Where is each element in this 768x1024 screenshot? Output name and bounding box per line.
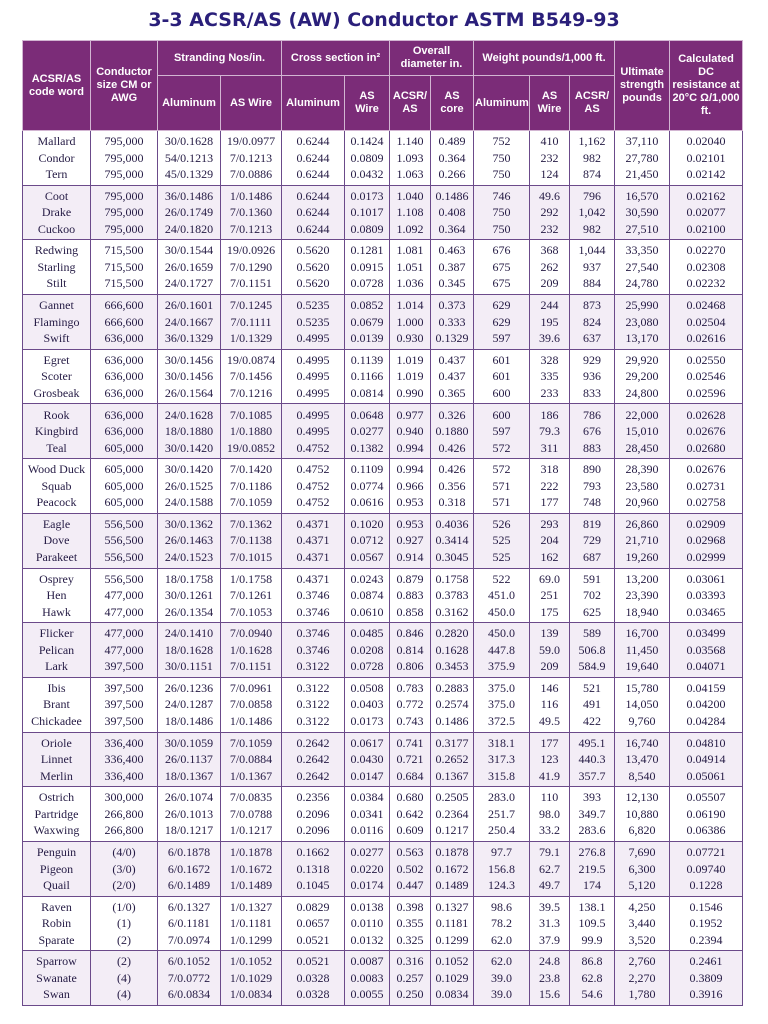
cell-section-as-wire: 0.0852 0.0679 0.0139 xyxy=(345,295,390,350)
cell-diameter-as-core: 0.1486 0.408 0.364 xyxy=(431,185,474,240)
subheader-stranding-as-wire: AS Wire xyxy=(221,76,282,131)
cell-code-word: Penguin Pigeon Quail xyxy=(23,841,91,896)
header-cross-section: Cross section in² xyxy=(282,41,390,76)
cell-diameter-as-core: 0.1878 0.1672 0.1489 xyxy=(431,841,474,896)
cell-conductor-size: 556,500 477,000 477,000 xyxy=(91,568,158,623)
cell-weight-aluminum: 600 597 572 xyxy=(474,404,530,459)
cell-diameter-acsr-as: 1.040 1.108 1.092 xyxy=(390,185,431,240)
cell-weight-as-wire: 24.8 23.8 15.6 xyxy=(530,951,570,1006)
cell-weight-as-wire: 39.5 31.3 37.9 xyxy=(530,896,570,951)
cell-stranding-aluminum: 6/0.1327 6/0.1181 7/0.0974 xyxy=(158,896,221,951)
cell-diameter-acsr-as: 0.680 0.642 0.609 xyxy=(390,787,431,842)
table-row xyxy=(23,951,743,1006)
cell-weight-aluminum: 752 750 750 xyxy=(474,131,530,186)
cell-weight-aluminum: 98.6 78.2 62.0 xyxy=(474,896,530,951)
cell-code-word: Raven Robin Sparate xyxy=(23,896,91,951)
cell-ultimate-strength: 28,390 23,580 20,960 xyxy=(615,459,670,514)
cell-section-aluminum: 0.0521 0.0328 0.0328 xyxy=(282,951,345,1006)
subheader-weight-as-wire: AS Wire xyxy=(530,76,570,131)
cell-section-aluminum: 0.5620 0.5620 0.5620 xyxy=(282,240,345,295)
cell-stranding-aluminum: 30/0.1628 54/0.1213 45/0.1329 xyxy=(158,131,221,186)
cell-weight-aluminum: 375.0 375.0 372.5 xyxy=(474,677,530,732)
header-ultimate-strength: Ultimate strength pounds xyxy=(615,41,670,131)
cell-code-word: Redwing Starling Stilt xyxy=(23,240,91,295)
cell-section-as-wire: 0.1281 0.0915 0.0728 xyxy=(345,240,390,295)
cell-weight-as-wire: 79.1 62.7 49.7 xyxy=(530,841,570,896)
table-row xyxy=(23,131,743,186)
cell-dc-resistance: 0.02550 0.02546 0.02596 xyxy=(670,349,743,404)
cell-ultimate-strength: 12,130 10,880 6,820 xyxy=(615,787,670,842)
table-row xyxy=(23,623,743,678)
cell-weight-acsr-as: 929 936 833 xyxy=(570,349,615,404)
cell-stranding-as-wire: 1/0.1052 1/0.1029 1/0.0834 xyxy=(221,951,282,1006)
table-row xyxy=(23,404,743,459)
cell-dc-resistance: 0.04810 0.04914 0.05061 xyxy=(670,732,743,787)
cell-stranding-as-wire: 1/0.1327 1/0.1181 1/0.1299 xyxy=(221,896,282,951)
cell-dc-resistance: 0.02040 0.02101 0.02142 xyxy=(670,131,743,186)
cell-diameter-as-core: 0.2883 0.2574 0.1486 xyxy=(431,677,474,732)
cell-stranding-as-wire: 19/0.0977 7/0.1213 7/0.0886 xyxy=(221,131,282,186)
cell-dc-resistance: 0.03499 0.03568 0.04071 xyxy=(670,623,743,678)
cell-stranding-aluminum: 26/0.1601 24/0.1667 36/0.1329 xyxy=(158,295,221,350)
cell-section-aluminum: 0.4371 0.3746 0.3746 xyxy=(282,568,345,623)
cell-weight-acsr-as: 796 1,042 982 xyxy=(570,185,615,240)
cell-diameter-acsr-as: 0.563 0.502 0.447 xyxy=(390,841,431,896)
cell-diameter-acsr-as: 1.014 1.000 0.930 xyxy=(390,295,431,350)
cell-dc-resistance: 0.03061 0.03393 0.03465 xyxy=(670,568,743,623)
cell-weight-acsr-as: 890 793 748 xyxy=(570,459,615,514)
header-dc-resistance: Calculated DC resistance at 20°C Ω/1,000 ft. xyxy=(670,41,743,131)
header-conductor-size: Conductor size CM or AWG xyxy=(91,41,158,131)
cell-section-as-wire: 0.0087 0.0083 0.0055 xyxy=(345,951,390,1006)
table-row xyxy=(23,841,743,896)
cell-dc-resistance: 0.02468 0.02504 0.02616 xyxy=(670,295,743,350)
cell-section-as-wire: 0.0508 0.0403 0.0173 xyxy=(345,677,390,732)
cell-conductor-size: 795,000 795,000 795,000 xyxy=(91,131,158,186)
subheader-section-as-wire: AS Wire xyxy=(345,76,390,131)
cell-section-as-wire: 0.0648 0.0277 0.1382 xyxy=(345,404,390,459)
cell-weight-as-wire: 49.6 292 232 xyxy=(530,185,570,240)
cell-dc-resistance: 0.02162 0.02077 0.02100 xyxy=(670,185,743,240)
cell-dc-resistance: 0.02676 0.02731 0.02758 xyxy=(670,459,743,514)
conductor-table xyxy=(22,40,743,1006)
cell-weight-aluminum: 629 629 597 xyxy=(474,295,530,350)
cell-weight-as-wire: 110 98.0 33.2 xyxy=(530,787,570,842)
header-weight: Weight pounds/1,000 ft. xyxy=(474,41,615,76)
cell-section-aluminum: 0.4752 0.4752 0.4752 xyxy=(282,459,345,514)
cell-stranding-as-wire: 7/0.1362 7/0.1138 7/0.1015 xyxy=(221,513,282,568)
cell-diameter-as-core: 0.3177 0.2652 0.1367 xyxy=(431,732,474,787)
table-row xyxy=(23,513,743,568)
cell-section-as-wire: 0.1424 0.0809 0.0432 xyxy=(345,131,390,186)
cell-stranding-aluminum: 26/0.1074 26/0.1013 18/0.1217 xyxy=(158,787,221,842)
page-title: 3-3 ACSR/AS (AW) Conductor ASTM B549-93 xyxy=(148,9,620,31)
cell-ultimate-strength: 16,570 30,590 27,510 xyxy=(615,185,670,240)
cell-stranding-as-wire: 1/0.1878 1/0.1672 1/0.1489 xyxy=(221,841,282,896)
cell-weight-aluminum: 522 451.0 450.0 xyxy=(474,568,530,623)
cell-weight-acsr-as: 873 824 637 xyxy=(570,295,615,350)
subheader-weight-acsr-as: ACSR/ AS xyxy=(570,76,615,131)
cell-dc-resistance: 0.2461 0.3809 0.3916 xyxy=(670,951,743,1006)
cell-weight-aluminum: 450.0 447.8 375.9 xyxy=(474,623,530,678)
table-row xyxy=(23,896,743,951)
cell-ultimate-strength: 16,740 13,470 8,540 xyxy=(615,732,670,787)
cell-section-aluminum: 0.4995 0.4995 0.4752 xyxy=(282,404,345,459)
cell-section-aluminum: 0.5235 0.5235 0.4995 xyxy=(282,295,345,350)
cell-weight-acsr-as: 1,162 982 874 xyxy=(570,131,615,186)
cell-conductor-size: 477,000 477,000 397,500 xyxy=(91,623,158,678)
cell-stranding-aluminum: 26/0.1236 24/0.1287 18/0.1486 xyxy=(158,677,221,732)
header-code-word: ACSR/AS code word xyxy=(23,41,91,131)
cell-weight-acsr-as: 86.8 62.8 54.6 xyxy=(570,951,615,1006)
cell-weight-aluminum: 601 601 600 xyxy=(474,349,530,404)
cell-stranding-as-wire: 19/0.0874 7/0.1456 7/0.1216 xyxy=(221,349,282,404)
table-row xyxy=(23,349,743,404)
cell-section-aluminum: 0.6244 0.6244 0.6244 xyxy=(282,131,345,186)
cell-section-as-wire: 0.0173 0.1017 0.0809 xyxy=(345,185,390,240)
cell-stranding-as-wire: 7/0.1085 1/0.1880 19/0.0852 xyxy=(221,404,282,459)
cell-weight-acsr-as: 786 676 883 xyxy=(570,404,615,459)
cell-weight-aluminum: 283.0 251.7 250.4 xyxy=(474,787,530,842)
cell-diameter-acsr-as: 0.846 0.814 0.806 xyxy=(390,623,431,678)
header-stranding: Stranding Nos/in. xyxy=(158,41,282,76)
cell-stranding-as-wire: 7/0.0835 7/0.0788 1/0.1217 xyxy=(221,787,282,842)
cell-diameter-acsr-as: 0.316 0.257 0.250 xyxy=(390,951,431,1006)
cell-diameter-acsr-as: 1.140 1.093 1.063 xyxy=(390,131,431,186)
cell-code-word: Osprey Hen Hawk xyxy=(23,568,91,623)
cell-ultimate-strength: 37,110 27,780 21,450 xyxy=(615,131,670,186)
cell-code-word: Egret Scoter Grosbeak xyxy=(23,349,91,404)
cell-weight-as-wire: 139 59.0 209 xyxy=(530,623,570,678)
cell-conductor-size: (1/0) (1) (2) xyxy=(91,896,158,951)
cell-stranding-aluminum: 18/0.1758 30/0.1261 26/0.1354 xyxy=(158,568,221,623)
cell-section-aluminum: 0.0829 0.0657 0.0521 xyxy=(282,896,345,951)
cell-conductor-size: 636,000 636,000 636,000 xyxy=(91,349,158,404)
cell-dc-resistance: 0.04159 0.04200 0.04284 xyxy=(670,677,743,732)
cell-ultimate-strength: 22,000 15,010 28,450 xyxy=(615,404,670,459)
cell-diameter-acsr-as: 0.879 0.883 0.858 xyxy=(390,568,431,623)
subheader-diameter-acsr-as: ACSR/ AS xyxy=(390,76,431,131)
cell-dc-resistance: 0.05507 0.06190 0.06386 xyxy=(670,787,743,842)
header-overall-diameter: Overall diameter in. xyxy=(390,41,474,76)
cell-ultimate-strength: 16,700 11,450 19,640 xyxy=(615,623,670,678)
cell-conductor-size: 715,500 715,500 715,500 xyxy=(91,240,158,295)
cell-stranding-aluminum: 6/0.1878 6/0.1672 6/0.1489 xyxy=(158,841,221,896)
cell-diameter-as-core: 0.326 0.1880 0.426 xyxy=(431,404,474,459)
cell-weight-aluminum: 97.7 156.8 124.3 xyxy=(474,841,530,896)
table-row xyxy=(23,677,743,732)
cell-stranding-aluminum: 24/0.1628 18/0.1880 30/0.1420 xyxy=(158,404,221,459)
cell-weight-acsr-as: 521 491 422 xyxy=(570,677,615,732)
cell-weight-aluminum: 318.1 317.3 315.8 xyxy=(474,732,530,787)
cell-section-aluminum: 0.1662 0.1318 0.1045 xyxy=(282,841,345,896)
cell-section-as-wire: 0.0617 0.0430 0.0147 xyxy=(345,732,390,787)
cell-stranding-as-wire: 19/0.0926 7/0.1290 7/0.1151 xyxy=(221,240,282,295)
cell-weight-acsr-as: 589 506.8 584.9 xyxy=(570,623,615,678)
table-body xyxy=(23,131,743,1006)
cell-code-word: Ostrich Partridge Waxwing xyxy=(23,787,91,842)
cell-stranding-as-wire: 1/0.1486 7/0.1360 7/0.1213 xyxy=(221,185,282,240)
cell-weight-as-wire: 318 222 177 xyxy=(530,459,570,514)
cell-weight-aluminum: 746 750 750 xyxy=(474,185,530,240)
cell-conductor-size: 556,500 556,500 556,500 xyxy=(91,513,158,568)
cell-dc-resistance: 0.02270 0.02308 0.02232 xyxy=(670,240,743,295)
cell-diameter-as-core: 0.426 0.356 0.318 xyxy=(431,459,474,514)
cell-stranding-as-wire: 7/0.1059 7/0.0884 1/0.1367 xyxy=(221,732,282,787)
table-row xyxy=(23,787,743,842)
cell-weight-aluminum: 572 571 571 xyxy=(474,459,530,514)
cell-dc-resistance: 0.07721 0.09740 0.1228 xyxy=(670,841,743,896)
cell-stranding-aluminum: 30/0.1362 26/0.1463 24/0.1523 xyxy=(158,513,221,568)
cell-code-word: Rook Kingbird Teal xyxy=(23,404,91,459)
cell-stranding-as-wire: 7/0.0940 1/0.1628 7/0.1151 xyxy=(221,623,282,678)
cell-weight-as-wire: 186 79.3 311 xyxy=(530,404,570,459)
cell-stranding-aluminum: 30/0.1420 26/0.1525 24/0.1588 xyxy=(158,459,221,514)
cell-code-word: Wood Duck Squab Peacock xyxy=(23,459,91,514)
cell-code-word: Oriole Linnet Merlin xyxy=(23,732,91,787)
cell-section-aluminum: 0.4371 0.4371 0.4371 xyxy=(282,513,345,568)
cell-stranding-aluminum: 30/0.1456 30/0.1456 26/0.1564 xyxy=(158,349,221,404)
cell-weight-as-wire: 146 116 49.5 xyxy=(530,677,570,732)
cell-stranding-aluminum: 30/0.1544 26/0.1659 24/0.1727 xyxy=(158,240,221,295)
cell-weight-aluminum: 526 525 525 xyxy=(474,513,530,568)
cell-section-as-wire: 0.0138 0.0110 0.0132 xyxy=(345,896,390,951)
cell-weight-acsr-as: 276.8 219.5 174 xyxy=(570,841,615,896)
cell-stranding-aluminum: 6/0.1052 7/0.0772 6/0.0834 xyxy=(158,951,221,1006)
cell-weight-acsr-as: 495.1 440.3 357.7 xyxy=(570,732,615,787)
cell-weight-acsr-as: 591 702 625 xyxy=(570,568,615,623)
cell-section-aluminum: 0.4995 0.4995 0.4995 xyxy=(282,349,345,404)
table-row xyxy=(23,295,743,350)
cell-stranding-aluminum: 30/0.1059 26/0.1137 18/0.1367 xyxy=(158,732,221,787)
cell-section-as-wire: 0.0243 0.0874 0.0610 xyxy=(345,568,390,623)
cell-diameter-as-core: 0.489 0.364 0.266 xyxy=(431,131,474,186)
cell-diameter-as-core: 0.373 0.333 0.1329 xyxy=(431,295,474,350)
cell-dc-resistance: 0.1546 0.1952 0.2394 xyxy=(670,896,743,951)
cell-diameter-acsr-as: 0.994 0.966 0.953 xyxy=(390,459,431,514)
cell-weight-acsr-as: 138.1 109.5 99.9 xyxy=(570,896,615,951)
table-row xyxy=(23,568,743,623)
cell-weight-as-wire: 244 195 39.6 xyxy=(530,295,570,350)
cell-conductor-size: 636,000 636,000 605,000 xyxy=(91,404,158,459)
cell-diameter-acsr-as: 0.398 0.355 0.325 xyxy=(390,896,431,951)
cell-weight-acsr-as: 1,044 937 884 xyxy=(570,240,615,295)
cell-weight-aluminum: 676 675 675 xyxy=(474,240,530,295)
cell-code-word: Mallard Condor Tern xyxy=(23,131,91,186)
cell-stranding-aluminum: 36/0.1486 26/0.1749 24/0.1820 xyxy=(158,185,221,240)
cell-stranding-as-wire: 7/0.1245 7/0.1111 1/0.1329 xyxy=(221,295,282,350)
subheader-diameter-as-core: AS core xyxy=(431,76,474,131)
cell-stranding-aluminum: 24/0.1410 18/0.1628 30/0.1151 xyxy=(158,623,221,678)
cell-ultimate-strength: 25,990 23,080 13,170 xyxy=(615,295,670,350)
subheader-section-aluminum: Aluminum xyxy=(282,76,345,131)
cell-conductor-size: 605,000 605,000 605,000 xyxy=(91,459,158,514)
cell-conductor-size: 795,000 795,000 795,000 xyxy=(91,185,158,240)
cell-diameter-acsr-as: 0.953 0.927 0.914 xyxy=(390,513,431,568)
cell-diameter-acsr-as: 0.977 0.940 0.994 xyxy=(390,404,431,459)
cell-weight-acsr-as: 393 349.7 283.6 xyxy=(570,787,615,842)
cell-section-aluminum: 0.2642 0.2642 0.2642 xyxy=(282,732,345,787)
cell-section-as-wire: 0.0485 0.0208 0.0728 xyxy=(345,623,390,678)
cell-weight-as-wire: 410 232 124 xyxy=(530,131,570,186)
cell-conductor-size: (2) (4) (4) xyxy=(91,951,158,1006)
cell-diameter-acsr-as: 1.081 1.051 1.036 xyxy=(390,240,431,295)
subheader-weight-aluminum: Aluminum xyxy=(474,76,530,131)
cell-diameter-as-core: 0.4036 0.3414 0.3045 xyxy=(431,513,474,568)
cell-diameter-as-core: 0.1327 0.1181 0.1299 xyxy=(431,896,474,951)
cell-section-as-wire: 0.1139 0.1166 0.0814 xyxy=(345,349,390,404)
cell-conductor-size: 666,600 666,600 636,000 xyxy=(91,295,158,350)
cell-stranding-as-wire: 1/0.1758 7/0.1261 7/0.1053 xyxy=(221,568,282,623)
cell-code-word: Coot Drake Cuckoo xyxy=(23,185,91,240)
cell-dc-resistance: 0.02628 0.02676 0.02680 xyxy=(670,404,743,459)
table-row xyxy=(23,185,743,240)
cell-diameter-as-core: 0.2820 0.1628 0.3453 xyxy=(431,623,474,678)
cell-ultimate-strength: 2,760 2,270 1,780 xyxy=(615,951,670,1006)
cell-ultimate-strength: 4,250 3,440 3,520 xyxy=(615,896,670,951)
cell-section-as-wire: 0.1020 0.0712 0.0567 xyxy=(345,513,390,568)
cell-conductor-size: 300,000 266,800 266,800 xyxy=(91,787,158,842)
cell-weight-as-wire: 328 335 233 xyxy=(530,349,570,404)
cell-diameter-as-core: 0.1052 0.1029 0.0834 xyxy=(431,951,474,1006)
cell-diameter-acsr-as: 0.783 0.772 0.743 xyxy=(390,677,431,732)
cell-stranding-as-wire: 7/0.0961 7/0.0858 1/0.1486 xyxy=(221,677,282,732)
cell-weight-acsr-as: 819 729 687 xyxy=(570,513,615,568)
cell-code-word: Gannet Flamingo Swift xyxy=(23,295,91,350)
cell-section-aluminum: 0.3746 0.3746 0.3122 xyxy=(282,623,345,678)
cell-ultimate-strength: 26,860 21,710 19,260 xyxy=(615,513,670,568)
cell-section-as-wire: 0.0277 0.0220 0.0174 xyxy=(345,841,390,896)
cell-ultimate-strength: 15,780 14,050 9,760 xyxy=(615,677,670,732)
cell-section-aluminum: 0.6244 0.6244 0.6244 xyxy=(282,185,345,240)
cell-section-as-wire: 0.1109 0.0774 0.0616 xyxy=(345,459,390,514)
cell-conductor-size: 336,400 336,400 336,400 xyxy=(91,732,158,787)
table-row xyxy=(23,459,743,514)
cell-section-aluminum: 0.3122 0.3122 0.3122 xyxy=(282,677,345,732)
table-row xyxy=(23,732,743,787)
cell-diameter-as-core: 0.1758 0.3783 0.3162 xyxy=(431,568,474,623)
cell-diameter-as-core: 0.463 0.387 0.345 xyxy=(431,240,474,295)
cell-diameter-as-core: 0.2505 0.2364 0.1217 xyxy=(431,787,474,842)
cell-code-word: Sparrow Swanate Swan xyxy=(23,951,91,1006)
cell-ultimate-strength: 13,200 23,390 18,940 xyxy=(615,568,670,623)
cell-code-word: Ibis Brant Chickadee xyxy=(23,677,91,732)
cell-weight-as-wire: 368 262 209 xyxy=(530,240,570,295)
cell-weight-as-wire: 293 204 162 xyxy=(530,513,570,568)
cell-code-word: Flicker Pelican Lark xyxy=(23,623,91,678)
cell-stranding-as-wire: 7/0.1420 7/0.1186 7/0.1059 xyxy=(221,459,282,514)
cell-weight-as-wire: 177 123 41.9 xyxy=(530,732,570,787)
cell-ultimate-strength: 33,350 27,540 24,780 xyxy=(615,240,670,295)
cell-weight-as-wire: 69.0 251 175 xyxy=(530,568,570,623)
cell-ultimate-strength: 29,920 29,200 24,800 xyxy=(615,349,670,404)
cell-code-word: Eagle Dove Parakeet xyxy=(23,513,91,568)
cell-conductor-size: 397,500 397,500 397,500 xyxy=(91,677,158,732)
cell-section-as-wire: 0.0384 0.0341 0.0116 xyxy=(345,787,390,842)
table-row xyxy=(23,240,743,295)
cell-conductor-size: (4/0) (3/0) (2/0) xyxy=(91,841,158,896)
cell-dc-resistance: 0.02909 0.02968 0.02999 xyxy=(670,513,743,568)
cell-weight-aluminum: 62.0 39.0 39.0 xyxy=(474,951,530,1006)
cell-ultimate-strength: 7,690 6,300 5,120 xyxy=(615,841,670,896)
cell-diameter-acsr-as: 1.019 1.019 0.990 xyxy=(390,349,431,404)
cell-diameter-as-core: 0.437 0.437 0.365 xyxy=(431,349,474,404)
subheader-stranding-aluminum: Aluminum xyxy=(158,76,221,131)
cell-section-aluminum: 0.2356 0.2096 0.2096 xyxy=(282,787,345,842)
cell-diameter-acsr-as: 0.741 0.721 0.684 xyxy=(390,732,431,787)
